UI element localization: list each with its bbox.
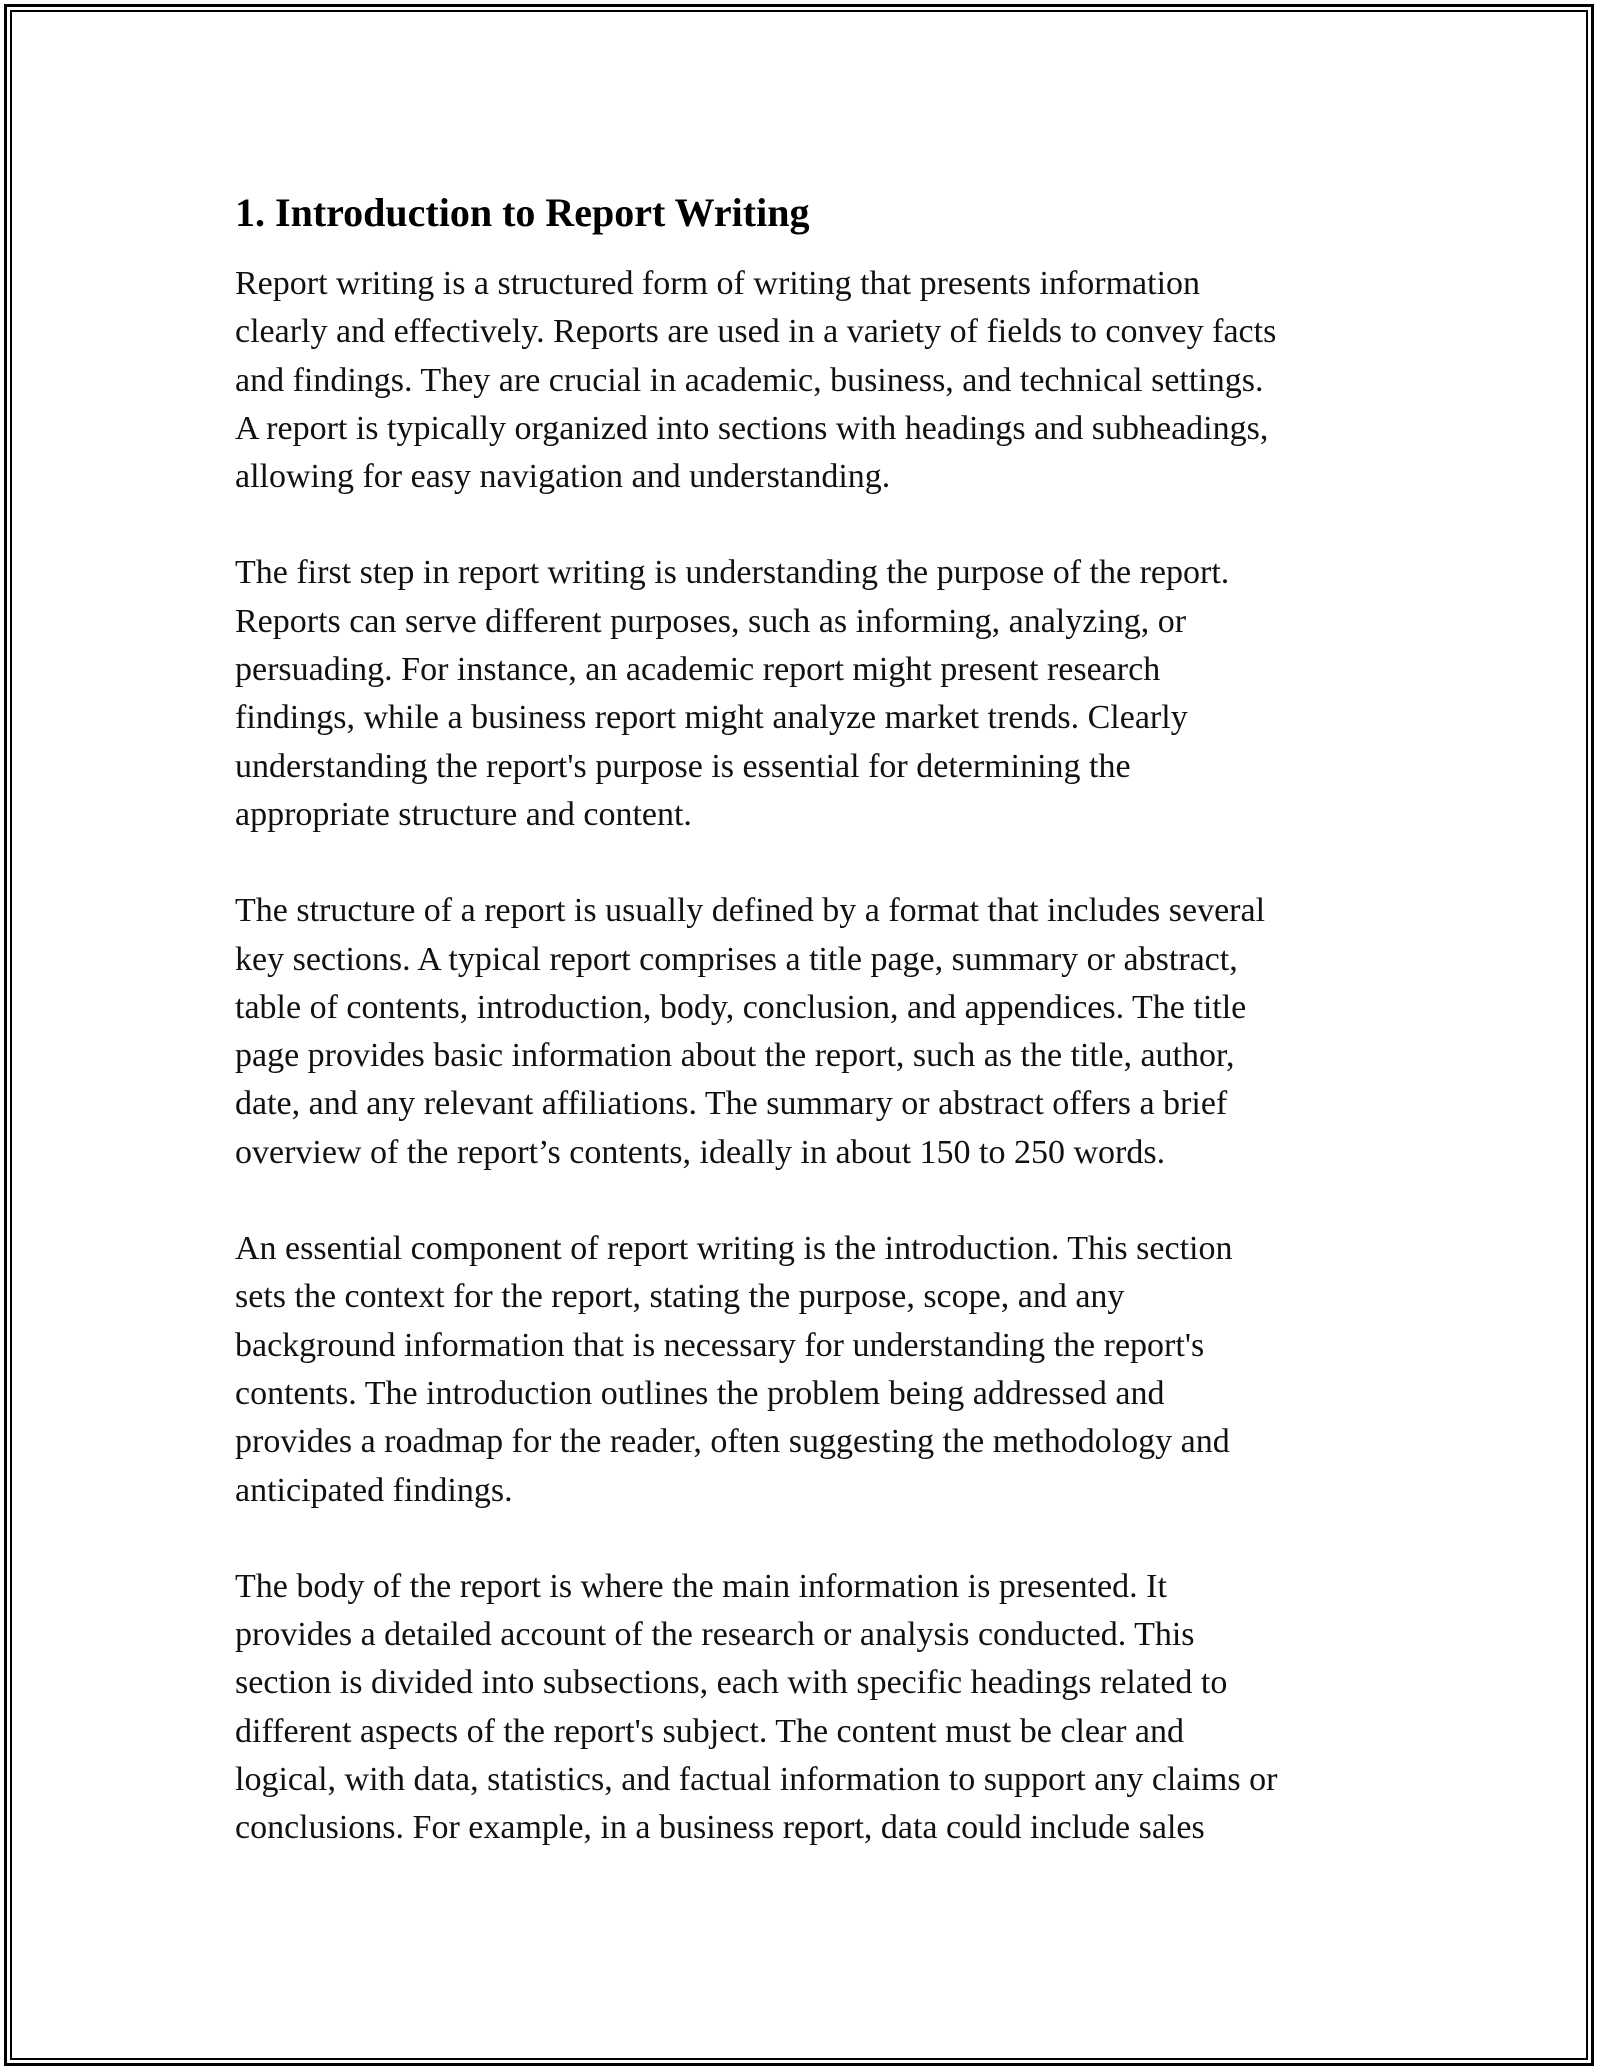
text-line: logical, with data, statistics, and factual information to support any claims or: [235, 1761, 1278, 1799]
text-line: section is divided into subsections, each with specific headings related to: [235, 1664, 1228, 1702]
text-line: key sections. A typical report comprises a title page, summary or abstract,: [235, 940, 1238, 978]
text-line: clearly and effectively. Reports are used in a variety of fields to convey facts: [235, 313, 1277, 351]
text-line: conclusions. For example, in a business report, data could include sales: [235, 1809, 1205, 1847]
text-line: findings, while a business report might analyze market trends. Clearly: [235, 699, 1188, 737]
text-line: table of contents, introduction, body, conclusion, and appendices. The title: [235, 988, 1247, 1026]
text-line: An essential component of report writing is the introduction. This section: [235, 1230, 1233, 1268]
text-line: provides a roadmap for the reader, often suggesting the methodology and: [235, 1423, 1230, 1461]
text-line: different aspects of the report's subject. The content must be clear and: [235, 1712, 1184, 1750]
text-line: appropriate structure and content.: [235, 795, 692, 833]
text-line: overview of the report’s contents, ideally in about 150 to 250 words.: [235, 1133, 1166, 1171]
paragraph-purpose: [235, 549, 1405, 839]
paragraph-intro: [235, 260, 1405, 501]
text-line: contents. The introduction outlines the problem being addressed and: [235, 1374, 1165, 1412]
text-line: A report is typically organized into sections with headings and subheadings,: [235, 409, 1269, 447]
text-line: provides a detailed account of the research or analysis conducted. This: [235, 1616, 1195, 1654]
text-line: anticipated findings.: [235, 1471, 513, 1509]
text-line: background information that is necessary for understanding the report's: [235, 1326, 1205, 1364]
document-body: [235, 186, 1405, 1901]
text-line: The body of the report is where the main information is presented. It: [235, 1567, 1167, 1605]
text-line: and findings. They are crucial in academic, business, and technical settings.: [235, 361, 1264, 399]
text-line: The structure of a report is usually defined by a format that includes several: [235, 892, 1266, 930]
text-line: Report writing is a structured form of writing that presents information: [235, 265, 1201, 302]
paragraph-structure: [235, 887, 1405, 1177]
text-line: page provides basic information about the report, such as the title, author,: [235, 1037, 1235, 1075]
text-line: understanding the report's purpose is essential for determining the: [235, 747, 1131, 785]
text-line: The first step in report writing is understanding the purpose of the report.: [235, 554, 1230, 592]
paragraph-introduction-component: [235, 1225, 1405, 1515]
section-heading: 1. Introduction to Report Writing: [235, 190, 810, 235]
text-line: persuading. For instance, an academic report might present research: [235, 651, 1161, 689]
text-line: allowing for easy navigation and understanding.: [235, 458, 891, 496]
paragraph-body: [235, 1563, 1405, 1853]
text-line: sets the context for the report, stating the purpose, scope, and any: [235, 1278, 1125, 1316]
text-line: date, and any relevant affiliations. The summary or abstract offers a brief: [235, 1085, 1228, 1123]
text-line: Reports can serve different purposes, such as informing, analyzing, or: [235, 602, 1187, 640]
